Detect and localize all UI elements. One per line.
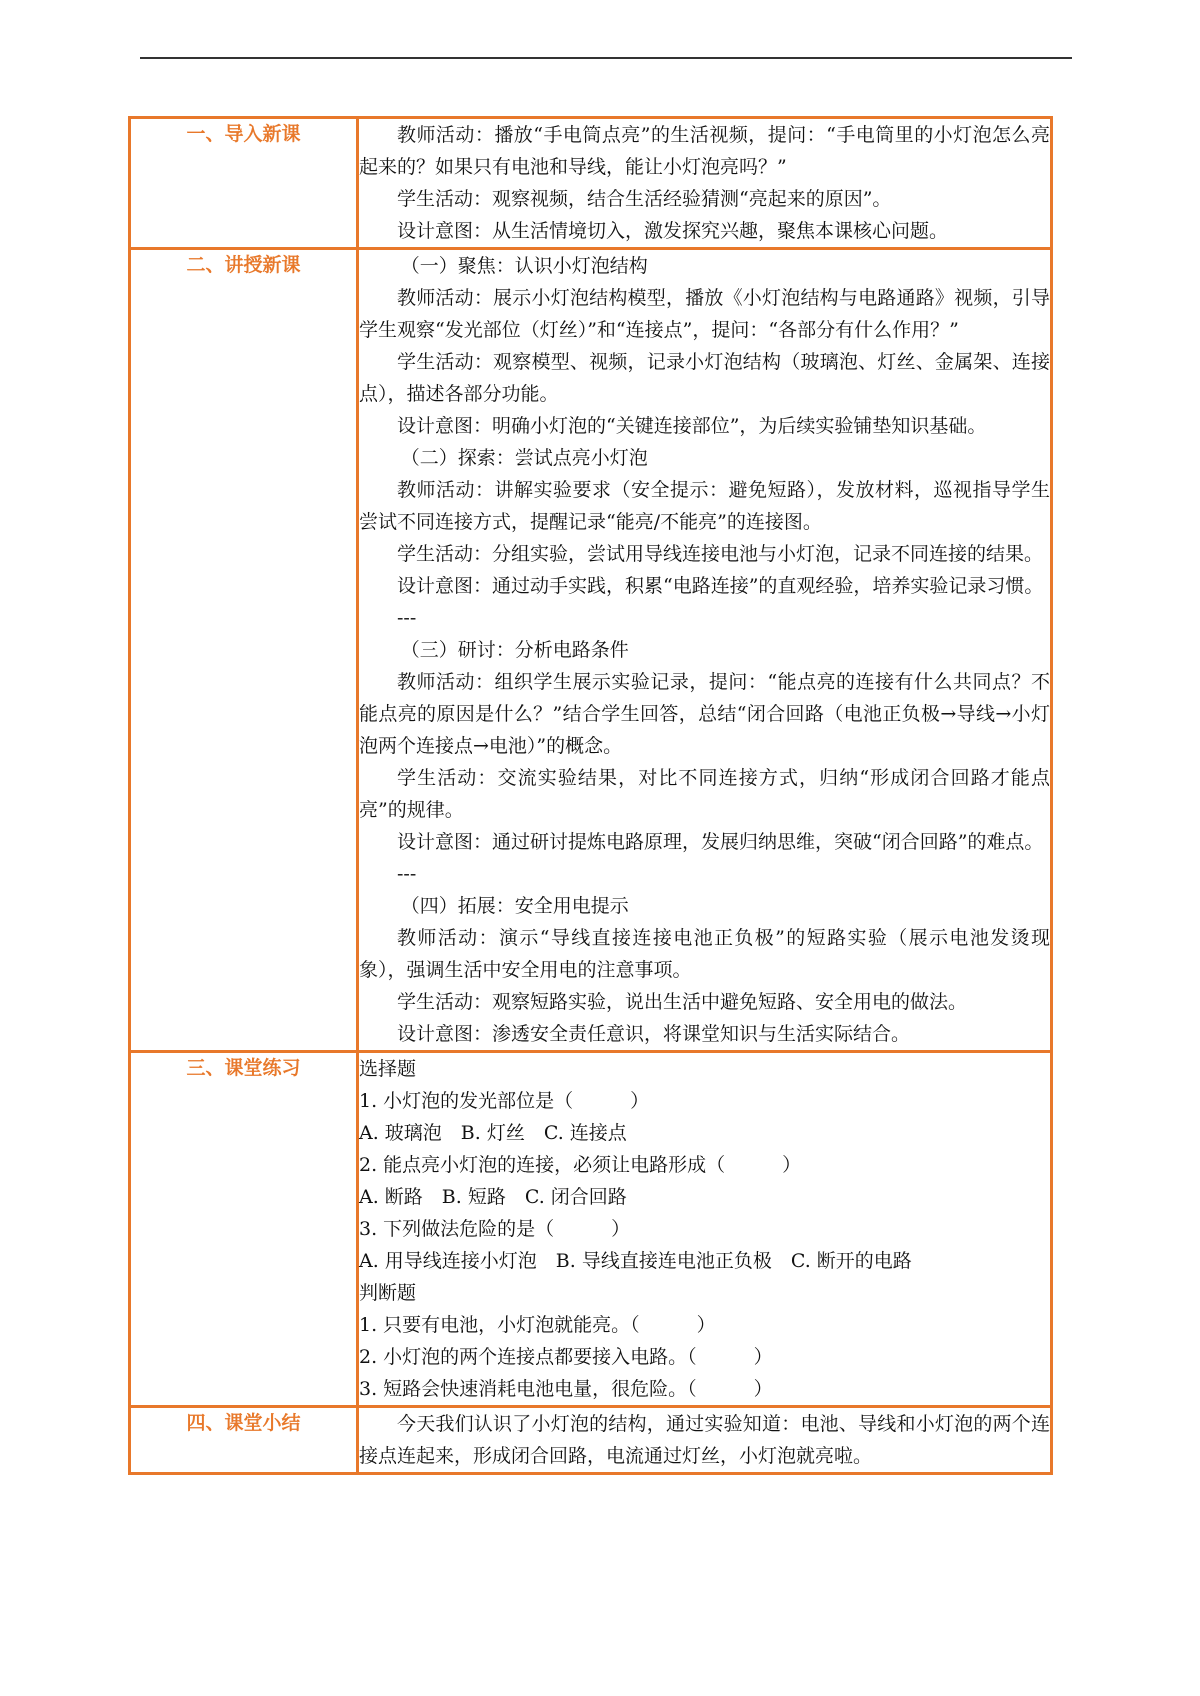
teacher-activity: 教师活动：演示“导线直接连接电池正负极”的短路实验（展示电池发烫现象），强调生活中安全用电的注意事项。 <box>359 927 1050 981</box>
design-intent: 设计意图：明确小灯泡的“关键连接部位”，为后续实验铺垫知识基础。 <box>397 415 987 437</box>
section-content-summary <box>358 1407 1052 1474</box>
design-intent: 设计意图：通过动手实践，积累“电路连接”的直观经验，培养实验记录习惯。 <box>397 575 1044 597</box>
subsection-title: （四）拓展：安全用电提示 <box>400 895 629 917</box>
subsection-title: （一）聚焦：认识小灯泡结构 <box>400 255 648 277</box>
subsection-title: （三）研讨：分析电路条件 <box>400 639 629 661</box>
divider-text: --- <box>397 863 417 885</box>
exercise-line: 1. 只要有电池，小灯泡就能亮。（ ） <box>359 1314 716 1336</box>
teacher-activity: 教师活动：组织学生展示实验记录，提问：“能点亮的连接有什么共同点？不能点亮的原因是什么？”结合学生回答，总结“闭合回路（电池正负极→导线→小灯泡两个连接点→电池）”的概念。 <box>359 671 1050 757</box>
teacher-activity: 教师活动：讲解实验要求（安全提示：避免短路），发放材料，巡视指导学生尝试不同连接方式，提醒记录“能亮/不能亮”的连接图。 <box>359 479 1050 533</box>
exercise-line: 选择题 <box>359 1058 417 1080</box>
divider-text: --- <box>397 607 417 629</box>
exercise-line: 2. 小灯泡的两个连接点都要接入电路。（ ） <box>359 1346 773 1368</box>
section-content-teach <box>358 249 1052 1052</box>
row-teach <box>130 249 1052 1052</box>
summary-text: 今天我们认识了小灯泡的结构，通过实验知道：电池、导线和小灯泡的两个连接点连起来，形成闭合回路，电流通过灯丝，小灯泡就亮啦。 <box>359 1413 1050 1467</box>
row-intro <box>130 118 1052 249</box>
row-summary <box>130 1407 1052 1474</box>
student-activity: 学生活动：分组实验，尝试用导线连接电池与小灯泡，记录不同连接的结果。 <box>397 543 1044 565</box>
design-intent: 设计意图：从生活情境切入，激发探究兴趣，聚焦本课核心问题。 <box>397 220 949 242</box>
teacher-activity: 教师活动：播放“手电筒点亮”的生活视频，提问：“手电筒里的小灯泡怎么亮起来的？如果只有电池和导线，能让小灯泡亮吗？” <box>359 124 1050 178</box>
student-activity: 学生活动：观察视频，结合生活经验猜测“亮起来的原因”。 <box>397 188 892 210</box>
student-activity: 学生活动：观察模型、视频，记录小灯泡结构（玻璃泡、灯丝、金属架、连接点），描述各部分功能。 <box>359 351 1050 405</box>
section-label-cell <box>130 1407 358 1474</box>
exercise-line: 2. 能点亮小灯泡的连接，必须让电路形成（ ） <box>359 1154 802 1176</box>
exercise-line: 判断题 <box>359 1282 417 1304</box>
header-rule <box>140 57 1072 59</box>
student-activity: 学生活动：观察短路实验，说出生活中避免短路、安全用电的做法。 <box>397 991 968 1013</box>
teacher-activity: 教师活动：展示小灯泡结构模型，播放《小灯泡结构与电路通路》视频，引导学生观察“发光部位（灯丝）”和“连接点”，提问：“各部分有什么作用？” <box>359 287 1050 341</box>
design-intent: 设计意图：通过研讨提炼电路原理，发展归纳思维，突破“闭合回路”的难点。 <box>397 831 1044 853</box>
lesson-plan-table <box>128 116 1053 1475</box>
student-activity: 学生活动：交流实验结果，对比不同连接方式，归纳“形成闭合回路才能点亮”的规律。 <box>359 767 1050 821</box>
section-label-cell <box>130 249 358 1052</box>
exercise-line: A. 玻璃泡 B. 灯丝 C. 连接点 <box>359 1122 627 1144</box>
section-heading-teach: 二、讲授新课 <box>186 254 301 276</box>
subsection-title: （二）探索：尝试点亮小灯泡 <box>400 447 648 469</box>
exercise-line: A. 用导线连接小灯泡 B. 导线直接连电池正负极 C. 断开的电路 <box>359 1250 912 1272</box>
section-label-cell <box>130 118 358 249</box>
exercise-line: 3. 短路会快速消耗电池电量，很危险。（ ） <box>359 1378 773 1400</box>
row-practice <box>130 1052 1052 1407</box>
exercise-line: 1. 小灯泡的发光部位是（ ） <box>359 1090 650 1112</box>
exercise-line: A. 断路 B. 短路 C. 闭合回路 <box>359 1186 627 1208</box>
exercise-line: 3. 下列做法危险的是（ ） <box>359 1218 631 1240</box>
section-heading-intro: 一、导入新课 <box>186 123 301 145</box>
section-content-practice <box>358 1052 1052 1407</box>
design-intent: 设计意图：渗透安全责任意识，将课堂知识与生活实际结合。 <box>397 1023 911 1045</box>
section-label-cell <box>130 1052 358 1407</box>
section-content-intro <box>358 118 1052 249</box>
section-heading-practice: 三、课堂练习 <box>186 1057 301 1079</box>
section-heading-summary: 四、课堂小结 <box>186 1412 301 1434</box>
